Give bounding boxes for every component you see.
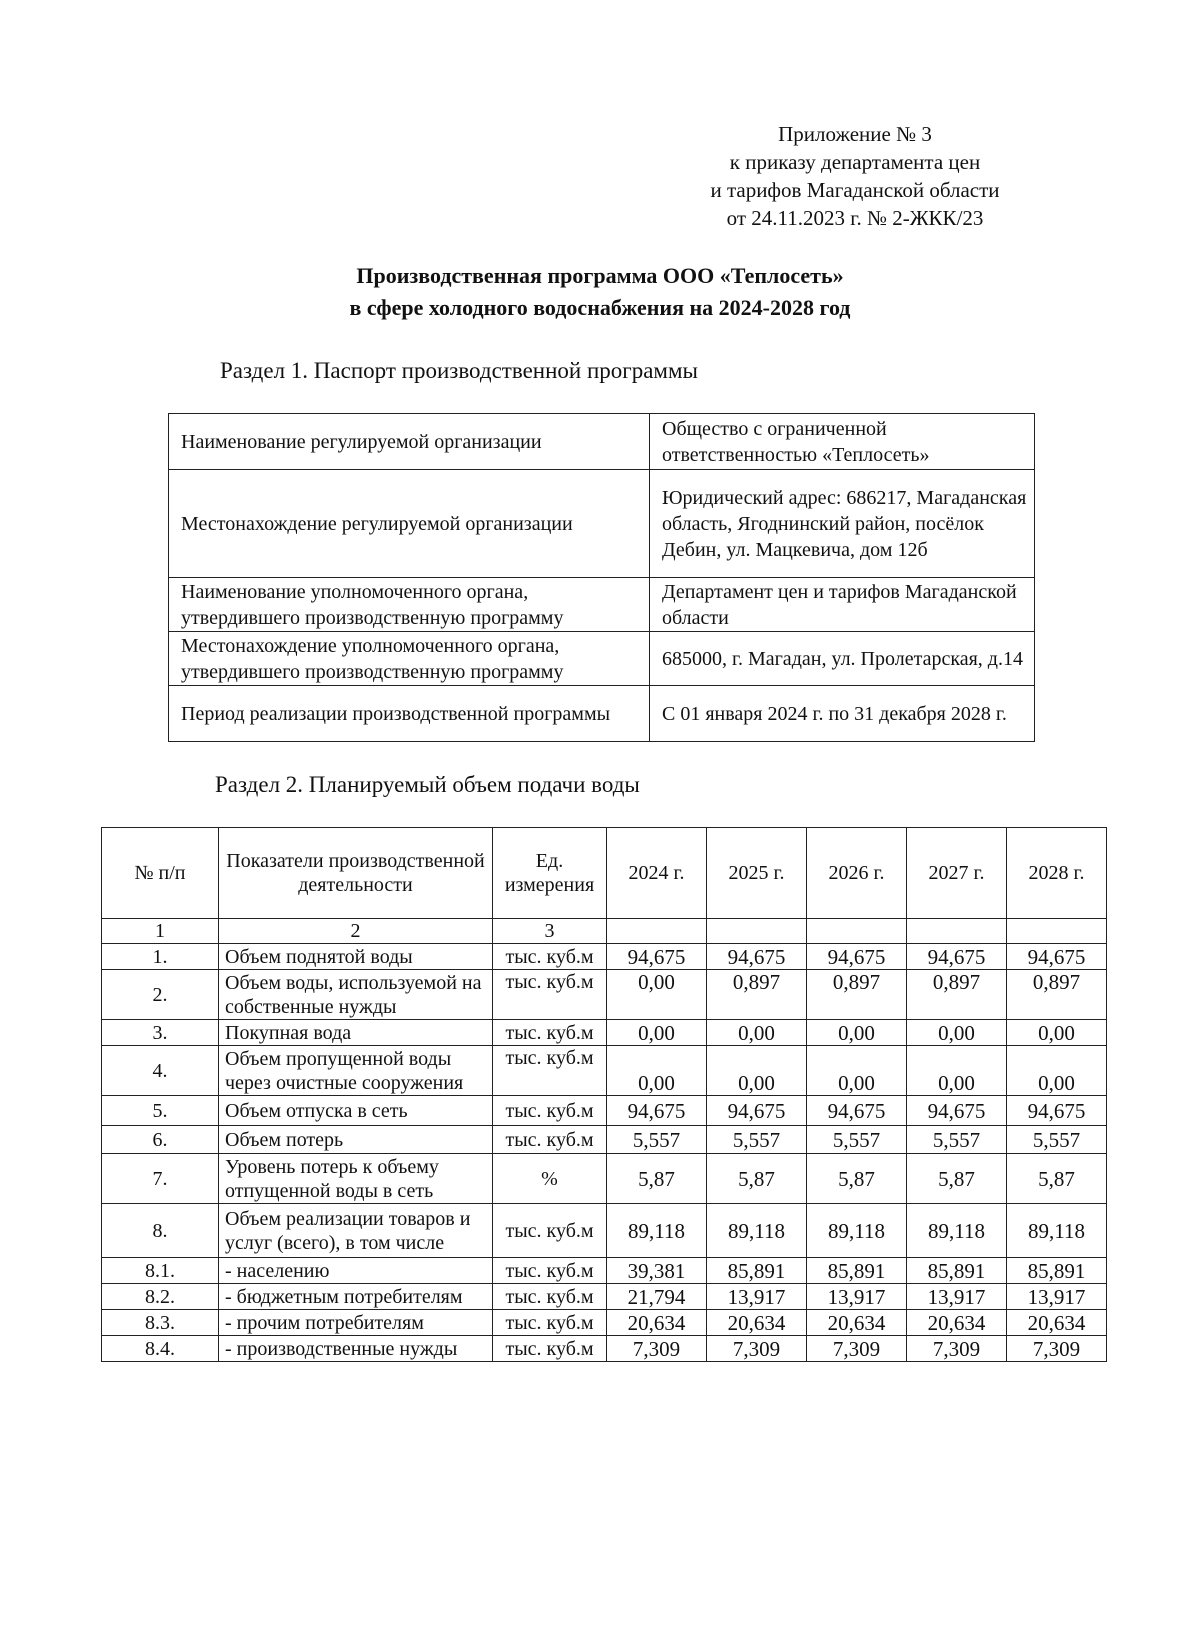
row-unit: тыс. куб.м <box>493 1126 607 1154</box>
row-number: 8.2. <box>102 1284 219 1310</box>
passport-label: Наименование регулируемой организации <box>169 414 650 470</box>
row-indicator: Уровень потерь к объему отпущенной воды в сеть <box>219 1154 493 1204</box>
row-indicator: - населению <box>219 1258 493 1284</box>
appendix-line: Приложение № 3 <box>778 122 932 146</box>
table-row <box>102 970 1107 1020</box>
row-value-2025: 94,675 <box>707 944 807 970</box>
row-value-2028: 0,00 <box>1007 1020 1107 1046</box>
table-row <box>102 1284 1107 1310</box>
numbering-cell: 3 <box>493 919 607 944</box>
table-row <box>102 1310 1107 1336</box>
row-value-2027: 20,634 <box>907 1310 1007 1336</box>
row-value-2026: 5,87 <box>807 1154 907 1204</box>
row-value-2028: 0,00 <box>1007 1046 1107 1096</box>
row-value-2024: 89,118 <box>607 1204 707 1258</box>
row-value-2025: 0,897 <box>707 970 807 1020</box>
row-number: 6. <box>102 1126 219 1154</box>
row-value-2027: 0,00 <box>907 1046 1007 1096</box>
passport-value: Общество с ограниченной ответственностью «Теплосеть» <box>650 414 1035 470</box>
row-value-2027: 94,675 <box>907 944 1007 970</box>
row-unit: тыс. куб.м <box>493 1284 607 1310</box>
row-value-2024: 0,00 <box>607 1046 707 1096</box>
document-title <box>160 260 1040 324</box>
passport-row <box>169 686 1035 742</box>
table-row <box>102 1336 1107 1362</box>
passport-row <box>169 414 1035 470</box>
row-value-2026: 89,118 <box>807 1204 907 1258</box>
row-value-2027: 5,557 <box>907 1126 1007 1154</box>
header-no: № п/п <box>102 828 219 919</box>
row-value-2028: 89,118 <box>1007 1204 1107 1258</box>
row-value-2028: 20,634 <box>1007 1310 1107 1336</box>
appendix-line: от 24.11.2023 г. № 2-ЖКК/23 <box>726 206 984 230</box>
row-value-2026: 0,00 <box>807 1020 907 1046</box>
title-line: в сфере холодного водоснабжения на 2024-2028 год <box>349 295 851 320</box>
row-value-2026: 20,634 <box>807 1310 907 1336</box>
row-indicator: Объем поднятой воды <box>219 944 493 970</box>
passport-label: Местонахождение уполномоченного органа, утвердившего производственную программу <box>169 632 650 686</box>
passport-table <box>168 413 1035 742</box>
row-indicator: - бюджетным потребителям <box>219 1284 493 1310</box>
row-unit: тыс. куб.м <box>493 944 607 970</box>
row-unit: тыс. куб.м <box>493 1336 607 1362</box>
table-row <box>102 1258 1107 1284</box>
row-value-2027: 5,87 <box>907 1154 1007 1204</box>
table-row <box>102 1204 1107 1258</box>
row-value-2024: 20,634 <box>607 1310 707 1336</box>
table-row <box>102 1046 1107 1096</box>
row-unit: тыс. куб.м <box>493 1096 607 1126</box>
numbering-cell: 2 <box>219 919 493 944</box>
numbering-cell: 1 <box>102 919 219 944</box>
row-value-2024: 0,00 <box>607 1020 707 1046</box>
row-value-2028: 94,675 <box>1007 1096 1107 1126</box>
row-value-2027: 85,891 <box>907 1258 1007 1284</box>
row-number: 2. <box>102 970 219 1020</box>
passport-row <box>169 632 1035 686</box>
row-value-2028: 5,557 <box>1007 1126 1107 1154</box>
row-value-2025: 5,87 <box>707 1154 807 1204</box>
row-value-2027: 7,309 <box>907 1336 1007 1362</box>
row-value-2025: 20,634 <box>707 1310 807 1336</box>
header-2026: 2026 г. <box>807 828 907 919</box>
row-value-2025: 0,00 <box>707 1046 807 1096</box>
header-indicator: Показатели производственной деятельности <box>219 828 493 919</box>
table-row <box>102 1020 1107 1046</box>
section2-heading: Раздел 2. Планируемый объем подачи воды <box>215 772 640 797</box>
row-value-2025: 85,891 <box>707 1258 807 1284</box>
row-unit: тыс. куб.м <box>493 1258 607 1284</box>
header-row <box>102 828 1107 919</box>
row-number: 8.1. <box>102 1258 219 1284</box>
section1-heading: Раздел 1. Паспорт производственной программы <box>220 358 698 383</box>
row-value-2024: 0,00 <box>607 970 707 1020</box>
row-number: 8.3. <box>102 1310 219 1336</box>
row-number: 1. <box>102 944 219 970</box>
passport-value: Департамент цен и тарифов Магаданской области <box>650 578 1035 632</box>
row-value-2026: 94,675 <box>807 944 907 970</box>
row-indicator: Объем реализации товаров и услуг (всего), в том числе <box>219 1204 493 1258</box>
title-line: Производственная программа ООО «Теплосеть» <box>356 263 844 288</box>
row-value-2025: 13,917 <box>707 1284 807 1310</box>
row-indicator: Объем потерь <box>219 1126 493 1154</box>
row-indicator: Покупная вода <box>219 1020 493 1046</box>
numbering-row <box>102 919 1107 944</box>
row-value-2026: 13,917 <box>807 1284 907 1310</box>
row-value-2024: 94,675 <box>607 944 707 970</box>
table-row <box>102 1096 1107 1126</box>
row-indicator: Объем воды, используемой на собственные нужды <box>219 970 493 1020</box>
passport-value: Юридический адрес: 686217, Магаданская область, Ягоднинский район, посёлок Дебин, ул. Мацкевича, дом 12б <box>650 470 1035 578</box>
row-unit: тыс. куб.м <box>493 970 607 1020</box>
row-value-2024: 5,557 <box>607 1126 707 1154</box>
row-value-2024: 7,309 <box>607 1336 707 1362</box>
row-number: 7. <box>102 1154 219 1204</box>
row-value-2024: 5,87 <box>607 1154 707 1204</box>
row-value-2027: 0,00 <box>907 1020 1007 1046</box>
header-2028: 2028 г. <box>1007 828 1107 919</box>
volume-body <box>102 944 1107 1362</box>
row-indicator: Объем отпуска в сеть <box>219 1096 493 1126</box>
row-number: 4. <box>102 1046 219 1096</box>
row-value-2028: 94,675 <box>1007 944 1107 970</box>
row-value-2026: 7,309 <box>807 1336 907 1362</box>
header-2027: 2027 г. <box>907 828 1007 919</box>
row-value-2026: 5,557 <box>807 1126 907 1154</box>
row-value-2028: 13,917 <box>1007 1284 1107 1310</box>
header-2024: 2024 г. <box>607 828 707 919</box>
row-number: 3. <box>102 1020 219 1046</box>
appendix-line: и тарифов Магаданской области <box>710 178 1000 202</box>
water-volume-table <box>101 827 1107 1362</box>
row-value-2026: 0,897 <box>807 970 907 1020</box>
passport-row <box>169 578 1035 632</box>
appendix-line: к приказу департамента цен <box>729 150 981 174</box>
row-unit: тыс. куб.м <box>493 1046 607 1096</box>
row-value-2024: 21,794 <box>607 1284 707 1310</box>
passport-row <box>169 470 1035 578</box>
passport-value: С 01 января 2024 г. по 31 декабря 2028 г. <box>650 686 1035 742</box>
row-value-2028: 85,891 <box>1007 1258 1107 1284</box>
row-value-2025: 94,675 <box>707 1096 807 1126</box>
row-value-2025: 5,557 <box>707 1126 807 1154</box>
row-value-2025: 7,309 <box>707 1336 807 1362</box>
row-number: 8.4. <box>102 1336 219 1362</box>
row-value-2024: 94,675 <box>607 1096 707 1126</box>
row-value-2027: 0,897 <box>907 970 1007 1020</box>
row-indicator: Объем пропущенной воды через очистные сооружения <box>219 1046 493 1096</box>
row-unit: % <box>493 1154 607 1204</box>
passport-label: Наименование уполномоченного органа, утвердившего производственную программу <box>169 578 650 632</box>
row-value-2024: 39,381 <box>607 1258 707 1284</box>
row-unit: тыс. куб.м <box>493 1204 607 1258</box>
row-value-2028: 7,309 <box>1007 1336 1107 1362</box>
table-row <box>102 1154 1107 1204</box>
row-value-2025: 89,118 <box>707 1204 807 1258</box>
passport-label: Местонахождение регулируемой организации <box>169 470 650 578</box>
row-value-2027: 89,118 <box>907 1204 1007 1258</box>
row-number: 8. <box>102 1204 219 1258</box>
row-value-2028: 0,897 <box>1007 970 1107 1020</box>
row-value-2025: 0,00 <box>707 1020 807 1046</box>
row-value-2026: 85,891 <box>807 1258 907 1284</box>
row-value-2028: 5,87 <box>1007 1154 1107 1204</box>
row-value-2027: 13,917 <box>907 1284 1007 1310</box>
row-value-2026: 94,675 <box>807 1096 907 1126</box>
header-2025: 2025 г. <box>707 828 807 919</box>
row-unit: тыс. куб.м <box>493 1310 607 1336</box>
table-row <box>102 944 1107 970</box>
row-number: 5. <box>102 1096 219 1126</box>
header-unit: Ед. измерения <box>493 828 607 919</box>
row-value-2027: 94,675 <box>907 1096 1007 1126</box>
row-indicator: - прочим потребителям <box>219 1310 493 1336</box>
row-unit: тыс. куб.м <box>493 1020 607 1046</box>
passport-value: 685000, г. Магадан, ул. Пролетарская, д.14 <box>650 632 1035 686</box>
row-value-2026: 0,00 <box>807 1046 907 1096</box>
table-row <box>102 1126 1107 1154</box>
appendix-block <box>620 120 1090 232</box>
passport-label: Период реализации производственной программы <box>169 686 650 742</box>
row-indicator: - производственные нужды <box>219 1336 493 1362</box>
